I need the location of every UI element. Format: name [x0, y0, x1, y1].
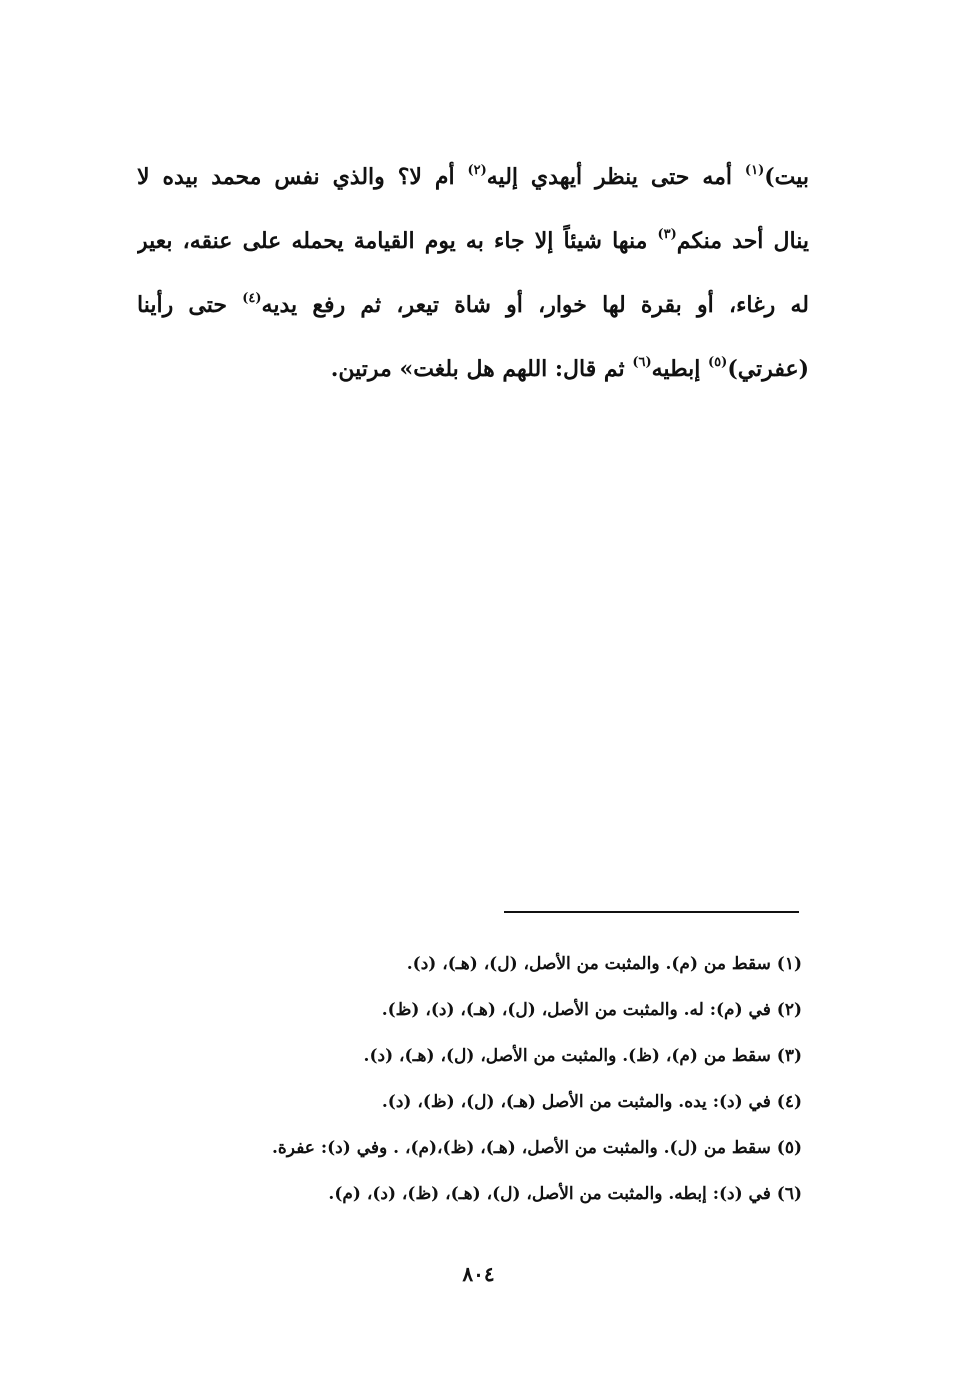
footnote-marker: (٤)	[242, 291, 262, 306]
text-run: إبطيه	[651, 356, 709, 382]
text-run: بيت)	[764, 164, 809, 190]
text-line	[137, 273, 809, 337]
text-run: أم لا؟ والذي نفس محمد بيده لا	[137, 164, 468, 190]
footnotes-list	[102, 941, 802, 1217]
text-run: له رغاء، أو بقرة لها خوار، أو شاة تيعر، ثم رفع يديه	[261, 292, 809, 318]
footnote-separator	[504, 911, 799, 913]
text-line	[137, 337, 809, 401]
text-line	[137, 145, 809, 209]
text-line	[137, 209, 809, 273]
footnote-marker: (٦)	[632, 355, 652, 370]
footnote-marker: (٥)	[708, 355, 728, 370]
footnote: (١) سقط من (م). والمثبت من الأصل، (ل)، (هـ)، (د).	[406, 954, 802, 974]
footnote: (٢) في (م): له. والمثبت من الأصل، (ل)، (هـ)، (د)، (ظ).	[381, 1000, 802, 1020]
main-text	[137, 145, 809, 401]
text-run: ثم قال: اللهم هل بلغت» مرتين.	[330, 356, 633, 382]
footnote-marker: (٣)	[657, 227, 677, 242]
text-run: منها شيئاً إلا جاء به يوم القيامة يحمله على عنقه، بعير	[137, 228, 658, 254]
page-number: ٨٠٤	[462, 1262, 495, 1286]
text-run: حتى رأينا	[137, 292, 243, 318]
footnote: (٣) سقط من (م)، (ظ). والمثبت من الأصل، (ل)، (هـ)، (د).	[363, 1046, 802, 1066]
text-run: ينال أحد منكم	[676, 228, 809, 254]
footnote: (٤) في (د): يده. والمثبت من الأصل (هـ)، (ل)، (ظ)، (د).	[381, 1092, 802, 1112]
footnote-marker: (٢)	[467, 163, 487, 178]
footnote-marker: (١)	[744, 163, 765, 178]
text-run: (عفرتي)	[727, 356, 809, 382]
text-run: أمه حتى ينظر أيهدي إليه	[486, 164, 745, 190]
footnote: (٥) سقط من (ل). والمثبت من الأصل، (هـ)، (ظ)،(م)، . وفي (د): عفرة.	[271, 1138, 802, 1158]
footnote: (٦) في (د): إبطه. والمثبت من الأصل، (ل)، (هـ)، (ظ)، (د)، (م).	[328, 1184, 802, 1204]
